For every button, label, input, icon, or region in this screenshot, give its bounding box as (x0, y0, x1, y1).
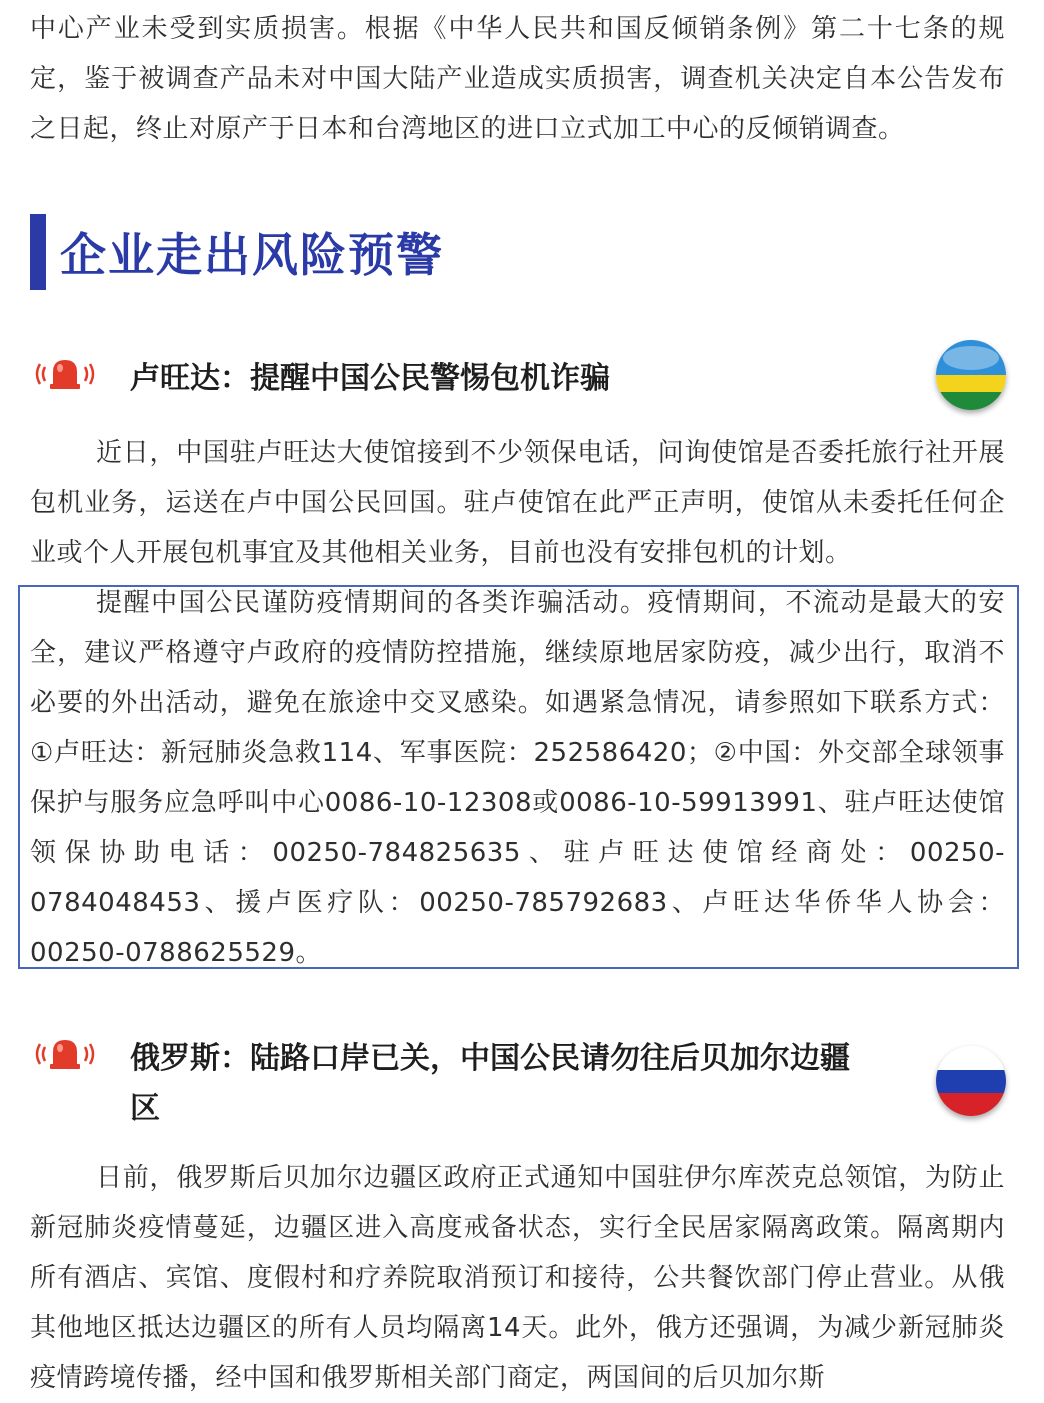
alert-title: 卢旺达：提醒中国公民警惕包机诈骗 (130, 361, 610, 396)
alert-paragraph: 近日，中国驻卢旺达大使馆接到不少领保电话，问询使馆是否委托旅行社开展包机业务，运送在卢中国公民回国。驻卢使馆在此严正声明，使馆从未委托任何企业或个人开展包机事宜及其他相关业务，目前也没有安排包机的计划。 (30, 438, 1005, 568)
notice-box-text: 提醒中国公民谨防疫情期间的各类诈骗活动。疫情期间，不流动是最大的安全，建议严格遵守卢政府的疫情防控措施，继续原地居家防疫，减少出行，取消不必要的外出活动，避免在旅途中交叉感染。如遇紧急情况，请参照如下联系方式：①卢旺达：新冠肺炎急救114、军事医院：252586420；②中国：外交部全球领事保护与服务应急呼叫中心0086-10-12308或0086-10-59913991、驻卢旺达使馆领保协助电话：00250-784825635、驻卢旺达使馆经商处：00250-0784048453、援卢医疗队：00250-785792683、卢旺达华侨华人协会：00250-0788625529。 (30, 588, 1005, 968)
alarm-bell-icon (30, 1036, 100, 1072)
rwanda-flag-icon (936, 340, 1006, 410)
intro-paragraph: 中心产业未受到实质损害。根据《中华人民共和国反倾销条例》第二十七条的规定，鉴于被调查产品未对中国大陆产业造成实质损害，调查机关决定自本公告发布之日起，终止对原产于日本和台湾地区的进口立式加工中心的反倾销调查。 (30, 14, 1005, 144)
section-title: 企业走出风险预警 (60, 228, 444, 282)
alarm-bell-icon (30, 356, 100, 392)
section-accent-bar (30, 214, 46, 290)
russia-flag-icon (936, 1046, 1006, 1116)
alert-paragraph: 日前，俄罗斯后贝加尔边疆区政府正式通知中国驻伊尔库茨克总领馆，为防止新冠肺炎疫情蔓延，边疆区进入高度戒备状态，实行全民居家隔离政策。隔离期内所有酒店、宾馆、度假村和疗养院取消预订和接待，公共餐饮部门停止营业。从俄其他地区抵达边疆区的所有人员均隔离14天。此外，俄方还强调，为减少新冠肺炎疫情跨境传播，经中国和俄罗斯相关部门商定，两国间的后贝加尔斯 (30, 1163, 1005, 1393)
section-header (30, 214, 444, 290)
alert-title: 俄罗斯：陆路口岸已关，中国公民请勿往后贝加尔边疆区 (130, 1041, 850, 1126)
